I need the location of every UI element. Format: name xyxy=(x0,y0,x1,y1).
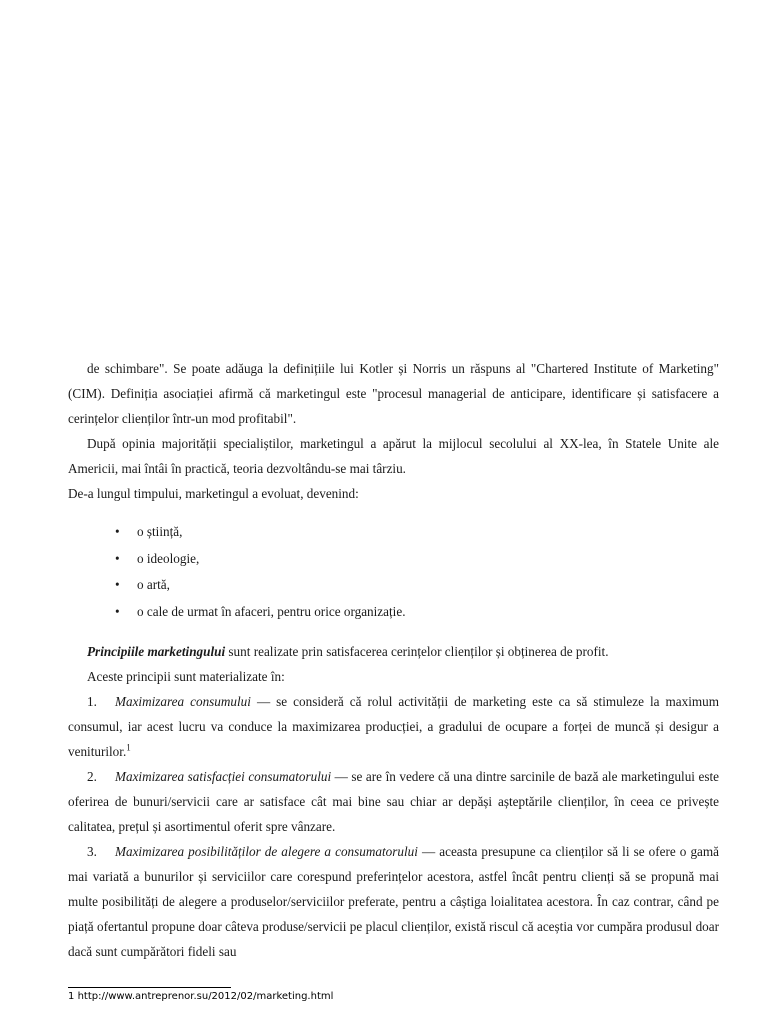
numbered-item-title: Maximizarea consumului xyxy=(115,694,251,709)
numbered-item-title: Maximizarea posibilităților de alegere a consumatorului xyxy=(115,844,418,859)
list-item: • o ideologie, xyxy=(68,546,719,573)
paragraph-principles: Principiile marketingului sunt realizate prin satisfacerea cerințelor clienților și obținerea de profit. xyxy=(87,644,609,659)
footnote xyxy=(68,991,333,1002)
paragraph-evolution: De-a lungul timpului, marketingul a evoluat, devenind: xyxy=(68,486,359,501)
bullet-icon: • xyxy=(115,550,120,566)
bullet-icon: • xyxy=(115,577,120,592)
footnote-separator xyxy=(68,987,231,988)
footnote-link[interactable]: http://www.antreprenor.su/2012/02/marketing.html xyxy=(77,991,334,1002)
bullet-list xyxy=(68,519,719,625)
paragraph-definition: de schimbare". Se poate adăuga la definițiile lui Kotler și Norris un răspuns al "Chartered Institute of Marketing" (CIM). Definiția asociației afirmă că marketingul este "procesul managerial de anticipare, identificare și satisfacere a cerințelor clienților într-un mod profitabil". xyxy=(68,361,719,426)
list-item: • o cale de urmat în afaceri, pentru orice organizație. xyxy=(68,599,719,626)
numbered-item-title: Maximizarea satisfacției consumatorului xyxy=(115,769,332,784)
paragraph-principles-intro: Aceste principii sunt materializate în: xyxy=(87,669,285,684)
bullet-icon: • xyxy=(115,524,120,539)
principles-heading: Principiile marketingului xyxy=(87,644,226,659)
numbered-item-1: 1. Maximizarea consumului — se consideră că rolul activității de marketing este ca să stimuleze la maximum consumul, iar acest lucru va conduce la maximizarea producției, a gradului de ocupare a forței de muncă și desigur a veniturilor.$^1$ xyxy=(68,694,719,759)
numbered-item-2: 2. Maximizarea satisfacției consumatorului — se are în vedere că una dintre sarcinile de bază ale marketingului este oferirea de bunuri/servicii care ar satisface cât mai bine sau chiar ar depăși așteptările clienților, în ceea ce privește calitatea, prețul și asortimentul oferit spre vânzare. xyxy=(68,769,720,834)
list-item: • o artă, xyxy=(68,572,719,599)
list-item: • o știință, xyxy=(68,519,719,546)
bullet-icon: • xyxy=(115,603,120,619)
footnote-number: 1 xyxy=(68,991,75,1002)
numbered-item-3: 3. Maximizarea posibilităților de alegere a consumatorului — aceasta presupune ca clienților să li se ofere o gamă mai variată a bunurilor și serviciilor care corespund preferințelor acestora, astfel încât pentru clienți să se propună mai multe posibilități de alegere a produselor/serviciilor preferate, pentru a câștiga loialitatea acestora. În caz contrar, când pe piață ofertantul propune doar câteva produse/servicii pe placul clienților, există riscul că aceștia vor cumpăra produsul doar dacă sunt cumpărători fideli sau xyxy=(68,844,720,959)
document-body xyxy=(68,356,719,964)
paragraph-origin: După opinia majorității specialiștilor, marketingul a apărut la mijlocul secolului al XX-lea, în Statele Unite ale Americii, mai întâi în practică, teoria dezvoltându-se mai târziu. xyxy=(68,436,719,476)
footnote-reference[interactable]: 1 xyxy=(126,742,131,753)
